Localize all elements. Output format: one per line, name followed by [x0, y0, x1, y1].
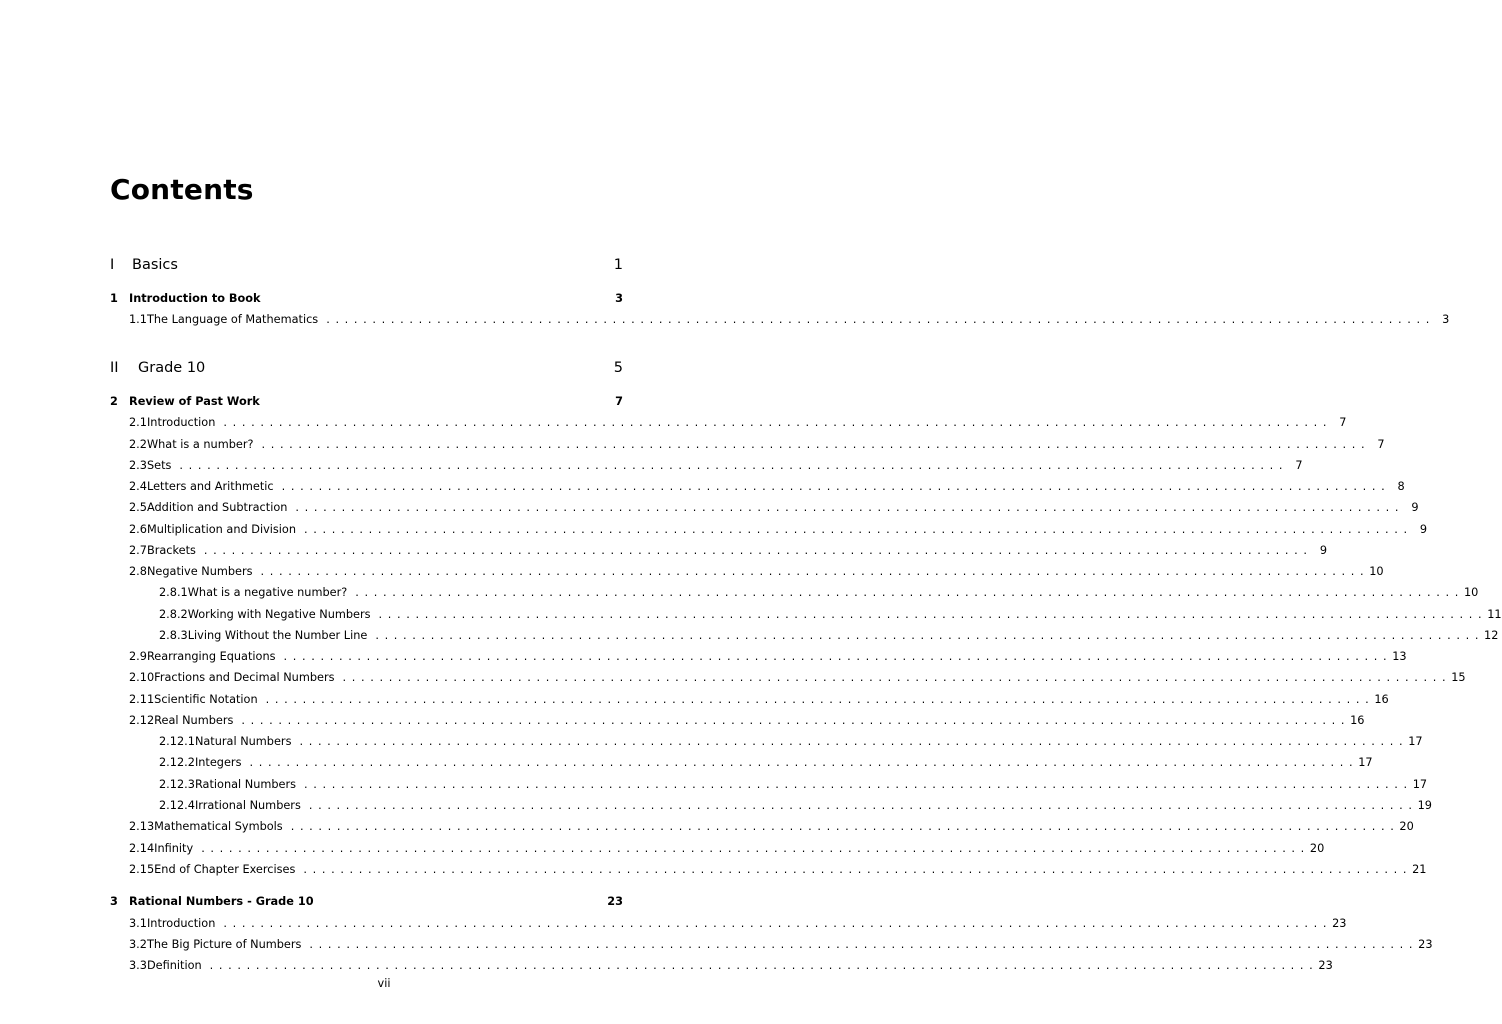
- dot-leader: . . . . . . . . . . . . . . . . . . . . . . . . . . . . . . . . . . . . . . . . . . . . . . . . . . . . . . . . . . . . . . . . . . . . . . . . . . . . . . . . . . . . . . . . . . . . . . . . . . . . . . . . . . . . . . . . . . . . . . . .: [283, 650, 1387, 663]
- dot-leader: . . . . . . . . . . . . . . . . . . . . . . . . . . . . . . . . . . . . . . . . . . . . . . . . . . . . . . . . . . . . . . . . . . . . . . . . . . . . . . . . . . . . . . . . . . . . . . . . . . . . . . . . . . . . . . . . . . . . . . . .: [304, 523, 1408, 536]
- dot-leader: . . . . . . . . . . . . . . . . . . . . . . . . . . . . . . . . . . . . . . . . . . . . . . . . . . . . . . . . . . . . . . . . . . . . . . . . . . . . . . . . . . . . . . . . . . . . . . . . . . . . . . . . . . . . . . . . . . . . . . . .: [308, 799, 1412, 812]
- toc-entry-page: 3: [615, 292, 623, 305]
- toc-entry-number: 3: [110, 895, 118, 908]
- toc-entry-number: 2.9: [129, 650, 147, 663]
- dot-leader: . . . . . . . . . . . . . . . . . . . . . . . . . . . . . . . . . . . . . . . . . . . . . . . . . . . . . . . . . . . . . . . . . . . . . . . . . . . . . . . . . . . . . . . . . . . . . . . . . . . . . . . . . . . . . . . . . . . . . . . .: [378, 608, 1482, 621]
- toc-entry-subsection[interactable]: [110, 583, 1479, 599]
- toc-entry-title: Natural Numbers: [194, 735, 292, 748]
- toc-entry-number: 2.12.4: [159, 799, 195, 812]
- toc-entry-part[interactable]: [110, 257, 623, 273]
- toc-entry-title: Working with Negative Numbers: [187, 608, 371, 621]
- toc-entry-page: 7: [1377, 438, 1385, 451]
- dot-leader: . . . . . . . . . . . . . . . . . . . . . . . . . . . . . . . . . . . . . . . . . . . . . . . . . . . . . . . . . . . . . . . . . . . . . . . . . . . . . . . . . . . . . . . . . . . . . . . . . . . . . . . . . . . . . . . . . . . . . . . .: [261, 438, 1365, 451]
- toc-entry-number: 2.3: [129, 459, 147, 472]
- toc-entry-section[interactable]: [110, 935, 1433, 951]
- toc-entry-section[interactable]: [110, 647, 1407, 663]
- toc-entry-section[interactable]: [110, 914, 1347, 930]
- toc-entry-section[interactable]: [110, 498, 1419, 514]
- toc-entry-title: Scientific Notation: [154, 693, 258, 706]
- toc-entry-page: 16: [1350, 714, 1365, 727]
- toc-entry-number: 2.10: [129, 671, 155, 684]
- toc-entry-number: 2.1: [129, 416, 147, 429]
- toc-entry-chapter[interactable]: [110, 289, 623, 305]
- dot-leader: . . . . . . . . . . . . . . . . . . . . . . . . . . . . . . . . . . . . . . . . . . . . . . . . . . . . . . . . . . . . . . . . . . . . . . . . . . . . . . . . . . . . . . . . . . . . . . . . . . . . . . . . . . . . . . . . . . . . . . . .: [355, 586, 1459, 599]
- toc-entry-title: Infinity: [154, 842, 194, 855]
- toc-entry-number: 2.2: [129, 438, 147, 451]
- toc-entry-number: 2.11: [129, 693, 155, 706]
- toc-entry-title: What is a number?: [146, 438, 254, 451]
- toc-entry-section[interactable]: [110, 860, 1427, 876]
- toc-entry-page: 12: [1484, 629, 1499, 642]
- toc-entry-title: Multiplication and Division: [146, 523, 296, 536]
- toc-entry-title: Introduction to Book: [129, 292, 261, 305]
- toc-entry-page: 16: [1374, 693, 1389, 706]
- dot-leader: . . . . . . . . . . . . . . . . . . . . . . . . . . . . . . . . . . . . . . . . . . . . . . . . . . . . . . . . . . . . . . . . . . . . . . . . . . . . . . . . . . . . . . . . . . . . . . . . . . . . . . . . . . . . . . . . . . . . . . . .: [241, 714, 1345, 727]
- toc-entry-number: 2.12.1: [159, 735, 195, 748]
- toc-entry-title: Definition: [146, 959, 202, 972]
- dot-leader: . . . . . . . . . . . . . . . . . . . . . . . . . . . . . . . . . . . . . . . . . . . . . . . . . . . . . . . . . . . . . . . . . . . . . . . . . . . . . . . . . . . . . . . . . . . . . . . . . . . . . . . . . . . . . . . . . . . . . . . .: [265, 693, 1369, 706]
- toc-entry-number: 2.8: [129, 565, 147, 578]
- toc-entry-title: Addition and Subtraction: [146, 501, 288, 514]
- toc-entry-page: 3: [1442, 313, 1450, 326]
- toc-entry-section[interactable]: [110, 456, 1303, 472]
- toc-entry-section[interactable]: [110, 817, 1414, 833]
- toc-entry-page: 9: [1319, 544, 1327, 557]
- toc-entry-subsection[interactable]: [110, 605, 1502, 621]
- toc-entry-title: Negative Numbers: [146, 565, 253, 578]
- page-title: Contents: [110, 173, 254, 206]
- dot-leader: . . . . . . . . . . . . . . . . . . . . . . . . . . . . . . . . . . . . . . . . . . . . . . . . . . . . . . . . . . . . . . . . . . . . . . . . . . . . . . . . . . . . . . . . . . . . . . . . . . . . . . . . . . . . . . . . . . . . . . . .: [304, 778, 1408, 791]
- dot-leader: . . . . . . . . . . . . . . . . . . . . . . . . . . . . . . . . . . . . . . . . . . . . . . . . . . . . . . . . . . . . . . . . . . . . . . . . . . . . . . . . . . . . . . . . . . . . . . . . . . . . . . . . . . . . . . . . . . . . . . . .: [260, 565, 1364, 578]
- toc-entry-page: 21: [1412, 863, 1427, 876]
- toc-entry-page: 5: [613, 360, 623, 376]
- toc-entry-section[interactable]: [110, 562, 1384, 578]
- toc-entry-section[interactable]: [110, 668, 1466, 684]
- toc-entry-subsection[interactable]: [110, 732, 1423, 748]
- toc-entry-title: Rational Numbers: [194, 778, 297, 791]
- toc-entry-number: 2.14: [129, 842, 155, 855]
- toc-entry-title: Real Numbers: [154, 714, 234, 727]
- toc-entry-page: 9: [1419, 523, 1428, 536]
- toc-entry-title: Mathematical Symbols: [154, 820, 283, 833]
- toc-entry-section[interactable]: [110, 413, 1347, 429]
- toc-entry-number: 2.8.3: [159, 629, 188, 642]
- toc-entry-number: 2.13: [129, 820, 155, 833]
- dot-leader: . . . . . . . . . . . . . . . . . . . . . . . . . . . . . . . . . . . . . . . . . . . . . . . . . . . . . . . . . . . . . . . . . . . . . . . . . . . . . . . . . . . . . . . . . . . . . . . . . . . . . . . . . . . . . . . . . . . . . . . .: [303, 863, 1407, 876]
- toc-entry-page: 1: [613, 257, 623, 273]
- toc-entry-chapter[interactable]: [110, 392, 623, 408]
- toc-entry-subsection[interactable]: [110, 775, 1428, 791]
- dot-leader: . . . . . . . . . . . . . . . . . . . . . . . . . . . . . . . . . . . . . . . . . . . . . . . . . . . . . . . . . . . . . . . . . . . . . . . . . . . . . . . . . . . . . . . . . . . . . . . . . . . . . . . . . . . . . . . . . . . . . . . .: [290, 820, 1394, 833]
- toc-entry-number: 2: [110, 395, 118, 408]
- toc-entry-section[interactable]: [110, 520, 1428, 536]
- toc-entry-number: 2.12: [129, 714, 155, 727]
- toc-entry-number: 2.8.1: [159, 586, 188, 599]
- toc-entry-title: Rational Numbers - Grade 10: [129, 895, 314, 908]
- toc-entry-number: II: [110, 360, 119, 376]
- toc-entry-page: 17: [1408, 735, 1423, 748]
- toc-entry-section[interactable]: [110, 435, 1385, 451]
- toc-entry-number: 3.3: [129, 959, 147, 972]
- toc-entry-section[interactable]: [110, 310, 1450, 326]
- toc-entry-number: 2.5: [129, 501, 147, 514]
- dot-leader: . . . . . . . . . . . . . . . . . . . . . . . . . . . . . . . . . . . . . . . . . . . . . . . . . . . . . . . . . . . . . . . . . . . . . . . . . . . . . . . . . . . . . . . . . . . . . . . . . . . . . . . . . . . . . . . . . . . . . . . .: [326, 313, 1430, 326]
- toc-entry-page: 13: [1392, 650, 1407, 663]
- toc-entry-page: 15: [1451, 671, 1466, 684]
- toc-entry-section[interactable]: [110, 956, 1333, 972]
- toc-entry-title: End of Chapter Exercises: [154, 863, 296, 876]
- toc-entry-title: Basics: [132, 257, 178, 273]
- toc-entry-page: 11: [1487, 608, 1502, 621]
- toc-entry-page: 23: [1418, 938, 1433, 951]
- dot-leader: . . . . . . . . . . . . . . . . . . . . . . . . . . . . . . . . . . . . . . . . . . . . . . . . . . . . . . . . . . . . . . . . . . . . . . . . . . . . . . . . . . . . . . . . . . . . . . . . . . . . . . . . . . . . . . . . . . . . . . . .: [375, 629, 1479, 642]
- toc-entry-subsection[interactable]: [110, 753, 1373, 769]
- toc-entry-section[interactable]: [110, 477, 1405, 493]
- toc-entry-page: 23: [1332, 917, 1347, 930]
- toc-entry-page: 20: [1309, 842, 1325, 855]
- toc-entry-page: 10: [1463, 586, 1479, 599]
- dot-leader: . . . . . . . . . . . . . . . . . . . . . . . . . . . . . . . . . . . . . . . . . . . . . . . . . . . . . . . . . . . . . . . . . . . . . . . . . . . . . . . . . . . . . . . . . . . . . . . . . . . . . . . . . . . . . . . . . . . . . . . .: [281, 480, 1385, 493]
- toc-entry-page: 7: [1295, 459, 1303, 472]
- toc-entry-title: Letters and Arithmetic: [146, 480, 274, 493]
- toc-entry-title: Introduction: [146, 416, 216, 429]
- toc-entry-title: Sets: [146, 459, 172, 472]
- toc-entry-title: The Language of Mathematics: [146, 313, 319, 326]
- toc-entry-number: 3.1: [129, 917, 147, 930]
- dot-leader: . . . . . . . . . . . . . . . . . . . . . . . . . . . . . . . . . . . . . . . . . . . . . . . . . . . . . . . . . . . . . . . . . . . . . . . . . . . . . . . . . . . . . . . . . . . . . . . . . . . . . . . . . . . . . . . . . . . . . . . .: [223, 416, 1327, 429]
- toc-entry-title: Living Without the Number Line: [187, 629, 368, 642]
- toc-entry-page: 19: [1417, 799, 1432, 812]
- toc-entry-number: 2.15: [129, 863, 155, 876]
- toc-entry-page: 7: [615, 395, 623, 408]
- toc-entry-title: Brackets: [146, 544, 196, 557]
- toc-entry-number: 2.8.2: [159, 608, 188, 621]
- toc-entry-part[interactable]: [110, 360, 623, 376]
- dot-leader: . . . . . . . . . . . . . . . . . . . . . . . . . . . . . . . . . . . . . . . . . . . . . . . . . . . . . . . . . . . . . . . . . . . . . . . . . . . . . . . . . . . . . . . . . . . . . . . . . . . . . . . . . . . . . . . . . . . . . . . .: [249, 756, 1353, 769]
- toc-entry-title: The Big Picture of Numbers: [146, 938, 302, 951]
- toc-entry-number: 2.12.2: [159, 756, 195, 769]
- toc-entry-title: Irrational Numbers: [194, 799, 301, 812]
- toc-entry-number: 1: [110, 292, 118, 305]
- dot-leader: . . . . . . . . . . . . . . . . . . . . . . . . . . . . . . . . . . . . . . . . . . . . . . . . . . . . . . . . . . . . . . . . . . . . . . . . . . . . . . . . . . . . . . . . . . . . . . . . . . . . . . . . . . . . . . . . . . . . . . . .: [201, 842, 1305, 855]
- toc-entry-page: 23: [1318, 959, 1333, 972]
- toc-entry-page: 8: [1397, 480, 1405, 493]
- toc-entry-subsection[interactable]: [110, 626, 1499, 642]
- toc-entry-section[interactable]: [110, 711, 1365, 727]
- toc-entry-number: 1.1: [129, 313, 147, 326]
- toc-entry-title: Grade 10: [138, 360, 206, 376]
- toc-entry-page: 7: [1339, 416, 1347, 429]
- toc-entry-number: I: [110, 257, 115, 273]
- toc-entry-section[interactable]: [110, 839, 1325, 855]
- table-of-contents: [110, 0, 1502, 1024]
- dot-leader: . . . . . . . . . . . . . . . . . . . . . . . . . . . . . . . . . . . . . . . . . . . . . . . . . . . . . . . . . . . . . . . . . . . . . . . . . . . . . . . . . . . . . . . . . . . . . . . . . . . . . . . . . . . . . . . . . . . . . . . .: [295, 501, 1399, 514]
- toc-entry-page: 20: [1399, 820, 1414, 833]
- toc-entry-title: Fractions and Decimal Numbers: [154, 671, 335, 684]
- dot-leader: . . . . . . . . . . . . . . . . . . . . . . . . . . . . . . . . . . . . . . . . . . . . . . . . . . . . . . . . . . . . . . . . . . . . . . . . . . . . . . . . . . . . . . . . . . . . . . . . . . . . . . . . . . . . . . . . . . . . . . . .: [179, 459, 1283, 472]
- dot-leader: . . . . . . . . . . . . . . . . . . . . . . . . . . . . . . . . . . . . . . . . . . . . . . . . . . . . . . . . . . . . . . . . . . . . . . . . . . . . . . . . . . . . . . . . . . . . . . . . . . . . . . . . . . . . . . . . . . . . . . . .: [209, 959, 1313, 972]
- page-number: vii: [377, 977, 391, 990]
- dot-leader: . . . . . . . . . . . . . . . . . . . . . . . . . . . . . . . . . . . . . . . . . . . . . . . . . . . . . . . . . . . . . . . . . . . . . . . . . . . . . . . . . . . . . . . . . . . . . . . . . . . . . . . . . . . . . . . . . . . . . . . .: [203, 544, 1307, 557]
- toc-entry-number: 2.4: [129, 480, 147, 493]
- toc-entry-number: 2.12.3: [159, 778, 195, 791]
- toc-entry-page: 9: [1411, 501, 1419, 514]
- toc-entry-page: 10: [1369, 565, 1384, 578]
- toc-entry-title: Integers: [194, 756, 242, 769]
- toc-entry-number: 3.2: [129, 938, 147, 951]
- toc-entry-number: 2.6: [129, 523, 147, 536]
- toc-entry-page: 23: [607, 895, 623, 908]
- dot-leader: . . . . . . . . . . . . . . . . . . . . . . . . . . . . . . . . . . . . . . . . . . . . . . . . . . . . . . . . . . . . . . . . . . . . . . . . . . . . . . . . . . . . . . . . . . . . . . . . . . . . . . . . . . . . . . . . . . . . . . . .: [342, 671, 1446, 684]
- toc-entry-title: Rearranging Equations: [146, 650, 276, 663]
- toc-entry-page: 17: [1358, 756, 1373, 769]
- dot-leader: . . . . . . . . . . . . . . . . . . . . . . . . . . . . . . . . . . . . . . . . . . . . . . . . . . . . . . . . . . . . . . . . . . . . . . . . . . . . . . . . . . . . . . . . . . . . . . . . . . . . . . . . . . . . . . . . . . . . . . . .: [223, 917, 1327, 930]
- toc-entry-page: 17: [1412, 778, 1428, 791]
- toc-entry-subsection[interactable]: [110, 796, 1432, 812]
- toc-entry-title: Introduction: [146, 917, 216, 930]
- toc-entry-number: 2.7: [129, 544, 147, 557]
- toc-entry-title: What is a negative number?: [187, 586, 348, 599]
- toc-entry-title: Review of Past Work: [129, 395, 260, 408]
- toc-entry-chapter[interactable]: [110, 892, 623, 908]
- dot-leader: . . . . . . . . . . . . . . . . . . . . . . . . . . . . . . . . . . . . . . . . . . . . . . . . . . . . . . . . . . . . . . . . . . . . . . . . . . . . . . . . . . . . . . . . . . . . . . . . . . . . . . . . . . . . . . . . . . . . . . . .: [309, 938, 1413, 951]
- toc-entry-section[interactable]: [110, 690, 1389, 706]
- dot-leader: . . . . . . . . . . . . . . . . . . . . . . . . . . . . . . . . . . . . . . . . . . . . . . . . . . . . . . . . . . . . . . . . . . . . . . . . . . . . . . . . . . . . . . . . . . . . . . . . . . . . . . . . . . . . . . . . . . . . . . . .: [299, 735, 1403, 748]
- toc-entry-section[interactable]: [110, 541, 1327, 557]
